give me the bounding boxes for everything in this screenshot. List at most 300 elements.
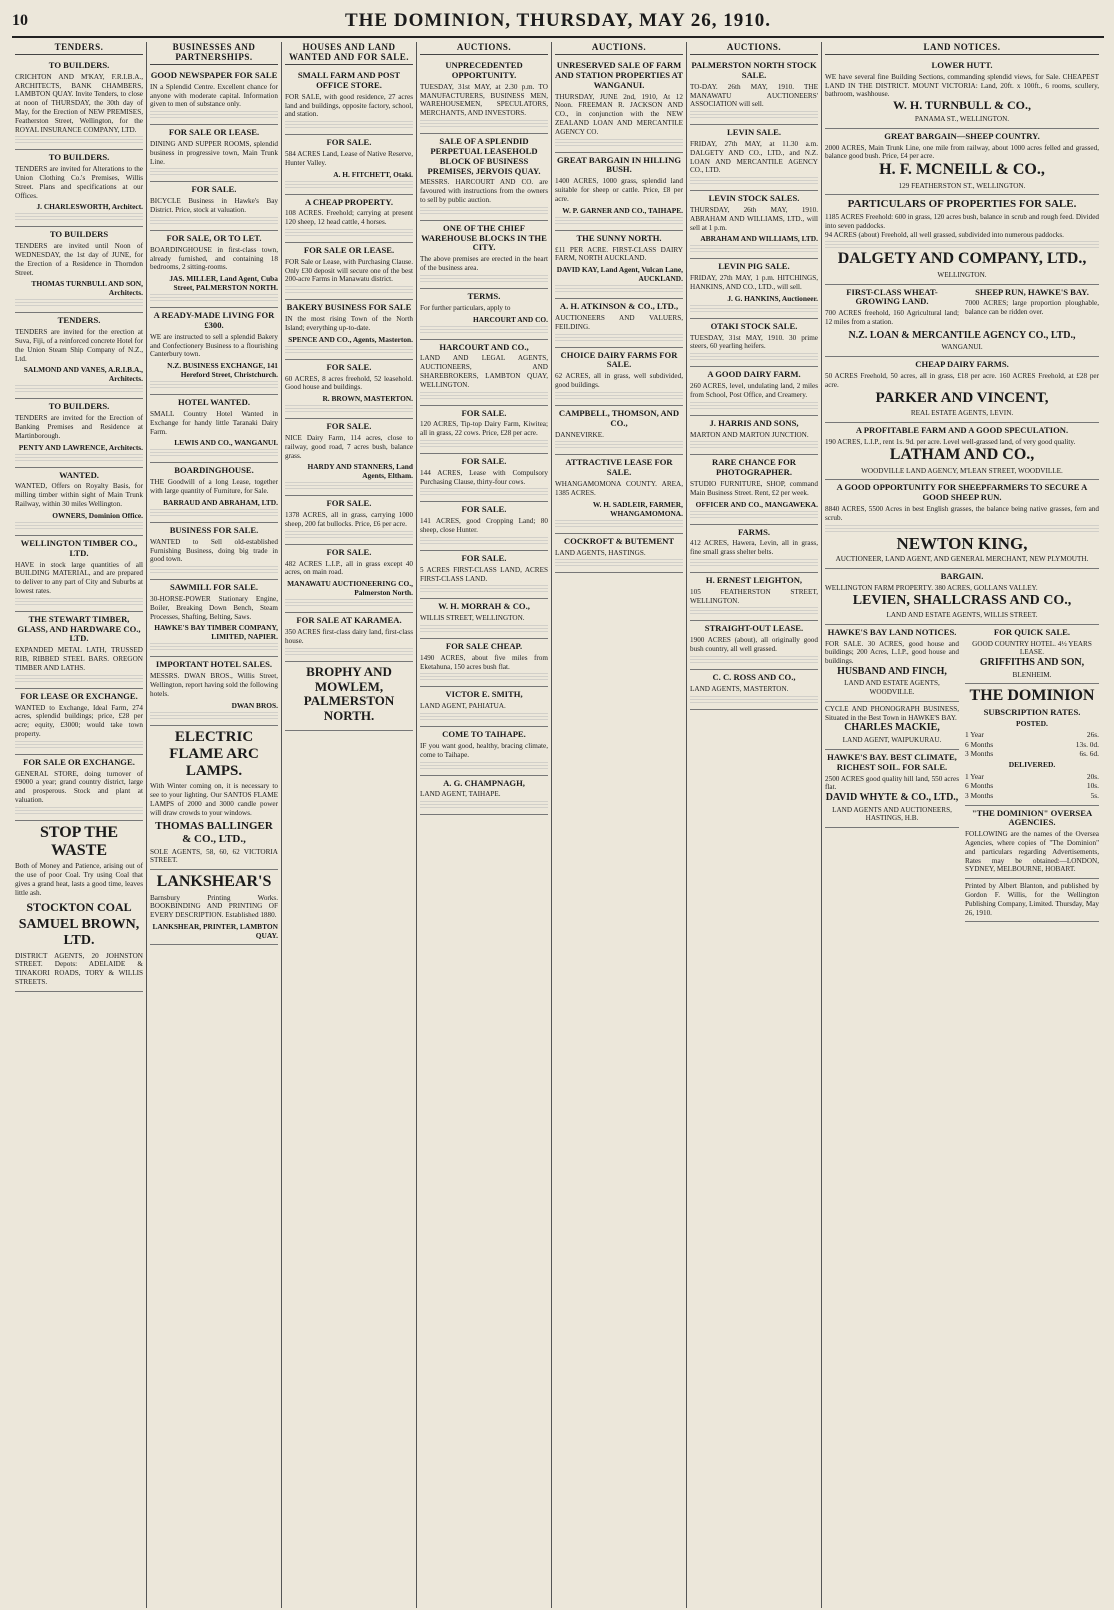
ad-heading: FOR SALE.	[326, 361, 372, 372]
text-filler	[825, 525, 1099, 532]
rate-price: 26s.	[1086, 730, 1099, 740]
rate-price: 10s.	[1086, 781, 1099, 791]
ad-heading: GOOD NEWSPAPER FOR SALE	[150, 70, 278, 80]
ad-heading: BARGAIN.	[940, 571, 984, 582]
text-filler	[690, 656, 818, 663]
classified-ad	[420, 289, 548, 340]
text-filler	[420, 488, 548, 495]
ad-text: 8840 ACRES, 5500 Acres in best English grasses, the balance being native grasses, fern and scrub.	[825, 505, 1099, 522]
ad-text: 190 ACRES, L.I.P., rent 1s. 9d. per acre. Level well-grassed land, of very good quality.	[825, 437, 1076, 446]
text-filler	[285, 405, 413, 412]
classified-ad	[555, 406, 683, 456]
ad-signature: JAS. MILLER, Land Agent, Cuba Street, PALMERSTON NORTH.	[169, 274, 278, 293]
ad-heading: STRAIGHT-OUT LEASE.	[704, 623, 804, 634]
text-filler	[150, 566, 278, 573]
ad-signature: HARDY AND STANNERS, Land Agents, Eltham.	[307, 462, 413, 481]
text-filler	[690, 559, 818, 566]
rate-row	[965, 781, 1099, 791]
ad-heading: ONE OF THE CHIEF WAREHOUSE BLOCKS IN THE CITY.	[421, 222, 547, 253]
text-filler	[690, 305, 818, 312]
text-filler	[15, 598, 143, 605]
ad-firm: LEVIEN, SHALLCRASS AND CO.,	[852, 592, 1072, 608]
text-filler	[420, 673, 548, 680]
text-filler	[150, 381, 278, 388]
text-filler	[150, 294, 278, 301]
lankshear-ad	[150, 870, 278, 945]
classified-ad	[690, 525, 818, 573]
ad-heading: THE STEWART TIMBER, GLASS, AND HARDWARE CO., LTD.	[17, 613, 141, 644]
ad-firm: W. H. TURNBULL & CO.,	[892, 98, 1032, 113]
classified-ad	[690, 191, 818, 259]
classified-ad	[690, 319, 818, 367]
ad-heading: TO BUILDERS	[49, 229, 109, 240]
ad-heading: SMALL FARM AND POST OFFICE STORE.	[297, 70, 401, 90]
ad-signature: HAWKE'S BAY TIMBER COMPANY, LIMITED, NAPIER.	[154, 623, 278, 642]
ad-firm: CHARLES MACKIE,	[844, 722, 940, 734]
column-houses-land	[282, 42, 417, 1608]
ad-heading: THE SUNNY NORTH.	[576, 232, 662, 243]
text-filler	[150, 217, 278, 224]
text-filler	[420, 537, 548, 544]
ad-list	[420, 58, 548, 815]
ad-text: 5 ACRES FIRST-CLASS LAND, ACRES FIRST-CLASS LAND.	[420, 565, 548, 583]
classified-ad	[555, 58, 683, 153]
text-filler	[555, 520, 683, 527]
classified-ad	[15, 58, 143, 150]
ad-heading: FIRST-CLASS WHEAT-GROWING LAND.	[846, 286, 938, 307]
ad-list	[690, 58, 818, 710]
rate-period: 1 Year	[965, 730, 984, 740]
ad-signature: LEWIS AND CO., WANGANUI.	[174, 438, 278, 448]
ad-heading: WANTED.	[59, 469, 99, 480]
text-filler	[285, 286, 413, 293]
rate-period: 6 Months	[965, 781, 994, 791]
rates-delivered	[965, 772, 1099, 801]
classified-ad	[150, 523, 278, 580]
classified-ad	[420, 221, 548, 289]
text-filler	[420, 207, 548, 214]
ad-address: LAND AGENTS AND AUCTIONEERS, HASTINGS, H.B.	[832, 805, 952, 823]
ad-text: EXPANDED METAL LATH, TRUSSED RIB, RIBBED STEEL BARS. OREGON TIMBER AND LATHS.	[15, 646, 143, 672]
ad-text: GOOD COUNTRY HOTEL. 4½ YEARS LEASE.	[972, 639, 1092, 657]
ad-text: 120 ACRES, Tip-top Dairy Farm, Kiwitea; all in grass, 22 cows. Price, £28 per acre.	[420, 420, 548, 438]
ad-list	[285, 68, 413, 662]
ad-heading: A GOOD OPPORTUNITY FOR SHEEPFARMERS TO SECURE A GOOD SHEEP RUN.	[836, 482, 1088, 503]
text-filler	[690, 177, 818, 184]
text-filler	[555, 559, 683, 566]
text-filler	[555, 285, 683, 292]
classified-ad	[420, 727, 548, 775]
ad-heading: LEVIN STOCK SALES.	[708, 193, 800, 204]
classified-ad	[690, 125, 818, 191]
ad-heading: A READY-MADE LIVING FOR £300.	[153, 310, 275, 330]
ad-text: CRICHTON AND M'KAY, F.R.I.B.A., ARCHITECTS, BANK CHAMBERS, LAMBTON QUAY. Invite Tenders, to close at noon of THURSDAY, the 30th day of May, for the Erection of NEW PREMISES, Featherston Street, Wellington, for the ROYAL INSURANCE COMPANY, LTD.	[15, 72, 143, 134]
ad-heading: TO BUILDERS.	[48, 60, 110, 70]
classified-ad	[555, 153, 683, 231]
ad-text: TENDERS are invited for Alterations to the Union Clothing Co.'s Premises, Willis Street. Plans and specifications at our Offices.	[15, 165, 143, 200]
ad-signature: A. H. FITCHETT, Otaki.	[333, 169, 413, 179]
classified-ad	[285, 68, 413, 135]
ad-text: WE are instructed to sell a splendid Bakery and Confectionery Business to a flourishing Canterbury town.	[150, 332, 278, 359]
text-filler	[285, 229, 413, 236]
text-filler	[15, 454, 143, 461]
ad-firm: PARKER AND VINCENT,	[875, 389, 1049, 406]
ad-heading: FOR SALE.	[461, 407, 507, 418]
rates-label: DELIVERED.	[1008, 760, 1056, 770]
text-filler	[690, 441, 818, 448]
classified-ad	[555, 455, 683, 533]
ad-heading: COCKROFT & BUTEMENT	[563, 535, 675, 546]
ad-signature: DWAN BROS.	[231, 700, 278, 710]
ad-heading: LEVIN SALE.	[727, 127, 781, 138]
ad-firm: HUSBAND AND FINCH,	[837, 665, 947, 677]
classified-ad	[150, 308, 278, 395]
ad-heading: BOARDINGHOUSE.	[174, 465, 254, 476]
ad-list	[555, 58, 683, 573]
classified-ad	[285, 496, 413, 544]
text-filler	[285, 648, 413, 655]
text-filler	[555, 334, 683, 341]
classified-ad	[15, 150, 143, 227]
ad-heading: BUSINESS FOR SALE.	[169, 524, 259, 535]
ad-text: FOLLOWING are the names of the Oversea Agencies, where copies of "The Dominion" and particulars regarding Advertisements, Rates may be obtained:—LONDON, SYDNEY, MELBOURNE, HOBART.	[965, 830, 1099, 874]
classified-ad	[690, 455, 818, 524]
ad-heading: HARCOURT AND CO.,	[439, 341, 529, 352]
classified-ad	[15, 755, 143, 821]
ad-signature: BARRAUD AND ABRAHAM, LTD.	[163, 497, 278, 507]
ad-text: WE have several fine Building Sections, commanding splendid views, for Sale. CHEAPEST LAND IN THE DISTRICT. MOUNT VICTORIA: Land, 20ft. x 100ft., 6 rooms, scullery, bathroom, washhouse.	[825, 72, 1099, 99]
classified-ad	[150, 125, 278, 182]
ad-text: LAND AND LEGAL AGENTS, AUCTIONEERS, AND SHAREBROKERS, LAMBTON QUAY, WELLINGTON.	[420, 354, 548, 389]
ad-heading: FOR SALE.	[326, 137, 372, 148]
text-filler	[285, 531, 413, 538]
ad-text: FOR SALE, with good residence, 27 acres land and buildings, opposite factory, school, and station.	[285, 92, 413, 119]
column-heading: LAND NOTICES.	[825, 42, 1099, 55]
ad-address: 129 FEATHERSTON ST., WELLINGTON.	[898, 181, 1026, 190]
ad-address: WOODVILLE LAND AGENCY, M'LEAN STREET, WOODVILLE.	[861, 466, 1063, 475]
rate-period: 3 Months	[965, 749, 994, 759]
ad-heading: BROPHY AND MOWLEM, PALMERSTON NORTH.	[303, 663, 395, 724]
column-auctions-2	[552, 42, 687, 1608]
ad-heading: HAWKE'S BAY LAND NOTICES.	[827, 626, 957, 637]
text-filler	[285, 121, 413, 128]
ad-heading: ATTRACTIVE LEASE FOR SALE.	[565, 457, 673, 478]
classified-ad	[285, 545, 413, 613]
ad-text: Printed by Albert Blanton, and published by Gordon F. Willis, for the Wellington Publishing Company, Limited. Thursday, May 26, 1910.	[965, 882, 1099, 917]
ad-heading: COME TO TAIHAPE.	[442, 729, 526, 740]
classified-ad	[285, 195, 413, 243]
page-title: THE DOMINION, THURSDAY, MAY 26, 1910.	[344, 10, 772, 31]
classified-ad	[150, 182, 278, 230]
text-filler	[690, 607, 818, 614]
text-filler	[15, 385, 143, 392]
text-filler	[15, 675, 143, 682]
ad-subheading: SUBSCRIPTION RATES.	[983, 706, 1081, 717]
text-filler	[420, 585, 548, 592]
ad-text: 62 ACRES, all in grass, well subdivided, good buildings.	[555, 372, 683, 390]
arc-lamps-ad	[150, 726, 278, 871]
page-number: 10	[12, 12, 28, 29]
rate-period: 6 Months	[965, 739, 994, 749]
ad-heading: H. ERNEST LEIGHTON,	[705, 575, 803, 586]
classified-ad	[690, 259, 818, 318]
ad-heading: FOR SALE CHEAP.	[445, 640, 523, 651]
classified-ad	[15, 536, 143, 612]
classified-ad	[420, 134, 548, 221]
sheep-country-ad	[825, 129, 1099, 196]
classified-ad	[555, 231, 683, 299]
text-filler	[420, 326, 548, 333]
text-filler	[555, 217, 683, 224]
ad-address: DISTRICT AGENTS, 20 JOHNSTON STREET. Depots: ADELAIDE & TINAKORI ROADS, TORY & WILLIS STREETS.	[15, 951, 143, 986]
classified-ad	[150, 395, 278, 463]
ad-text: 482 ACRES L.I.P., all in grass except 40 acres, on main road.	[285, 559, 413, 577]
hawkes-bay-2-ad	[825, 750, 959, 828]
ad-heading: BAKERY BUSINESS FOR SALE	[286, 302, 412, 313]
ad-firm: SAMUEL BROWN, LTD.	[18, 917, 140, 949]
bargain-ad	[825, 569, 1099, 625]
text-filler	[285, 599, 413, 606]
ad-text: BOARDINGHOUSE in first-class town, already furnished, and containing 18 bedrooms, 2 sitting-rooms.	[150, 245, 278, 272]
ad-text: For further particulars, apply to	[420, 303, 511, 312]
ad-signature: DAVID KAY, Land Agent, Vulcan Lane, AUCKLAND.	[556, 265, 683, 284]
quick-sale-ad	[965, 625, 1099, 685]
ad-text: FRIDAY, 27th MAY, at 11.30 a.m. DALGETY AND CO., LTD., and N.Z. LOAN AND MERCANTILE AGENCY CO., LTD.	[690, 139, 818, 175]
ad-heading: SALE OF A SPLENDID PERPETUAL LEASEHOLD BLOCK OF BUSINESS PREMISES, JERVOIS QUAY.	[427, 135, 541, 176]
ad-text: 141 ACRES, good Cropping Land; 80 sheep, close Hunter.	[420, 517, 548, 535]
text-filler	[555, 139, 683, 146]
rate-row	[965, 749, 1099, 759]
ad-heading: FOR SALE.	[326, 421, 372, 432]
rate-row	[965, 791, 1099, 801]
ad-heading: CHEAP DAIRY FARMS.	[915, 359, 1009, 370]
ad-text: LAND AGENT, TAIHAPE.	[420, 790, 501, 799]
ad-heading: SAWMILL FOR SALE.	[169, 582, 259, 593]
ad-signature: W. H. SADLEIR, FARMER, WHANGAMOMONA.	[592, 499, 683, 518]
ad-firm: H. F. MCNEILL & CO.,	[879, 161, 1045, 179]
rate-row	[965, 772, 1099, 782]
ad-text: STUDIO FURNITURE, SHOP, command Main Business Street. Rent, £2 per week.	[690, 480, 818, 497]
ad-heading: FOR SALE.	[326, 546, 372, 557]
ad-text: 1185 ACRES Freehold: 600 in grass, 120 acres bush, balance in scrub and rough feed. Divided into seven paddocks.	[825, 213, 1099, 230]
text-filler	[420, 120, 548, 127]
text-filler	[555, 441, 683, 448]
classified-ad	[420, 406, 548, 454]
ad-signature: MANAWATU AUCTIONEERING CO., Palmerston North.	[287, 579, 413, 598]
ad-heading: LOWER HUTT.	[931, 60, 993, 70]
classified-ad	[15, 612, 143, 689]
ad-heading: VICTOR E. SMITH,	[445, 689, 523, 700]
classified-ad	[150, 657, 278, 725]
ad-signature: W. P. GARNER AND CO., TAIHAPE.	[562, 205, 683, 215]
ad-text: 412 ACRES, Hawera, Levin, all in grass, fine small grass shelter belts.	[690, 539, 818, 557]
ad-text: TENDERS are invited for the Erection of Banking Premises and Residence at Martinborough.	[15, 414, 143, 440]
subscription-box	[965, 684, 1099, 805]
ad-heading: A. G. CHAMPNAGH,	[443, 777, 525, 788]
ad-heading: A. H. ATKINSON & CO., LTD.,	[559, 301, 679, 312]
ad-text: TUESDAY, 31st MAY, at 2.30 p.m. TO MANUFACTURERS, BUSINESS MEN, WAREHOUSEMEN, SPECULATORS, MERCHANTS, AND INVESTORS.	[420, 82, 548, 118]
ad-text: 260 ACRES, level, undulating land, 2 miles from School, Post Office, and Creamery.	[690, 382, 818, 399]
text-filler	[150, 111, 278, 118]
ad-heading: FOR SALE.	[461, 456, 507, 466]
ad-signature: LANKSHEAR, PRINTER, LAMBTON QUAY.	[152, 921, 278, 940]
ad-text: TENDERS are invited until Noon of WEDNESDAY, the 1st day of JUNE, for the Erection of a Residence in Thorndon Street.	[15, 242, 143, 277]
classified-ad	[150, 580, 278, 657]
text-filler	[15, 213, 143, 220]
ad-text: WHANGAMOMONA COUNTY. AREA, 1385 ACRES.	[555, 480, 683, 497]
classified-ad	[690, 58, 818, 125]
rates-label: POSTED.	[1016, 718, 1048, 728]
ad-heading: UNPRECEDENTED OPPORTUNITY.	[445, 60, 523, 80]
ad-text: WANTED to Exchange, Ideal Farm, 274 acres, splendid buildings; price, £28 per acre; equity, £3000; would take town property.	[15, 703, 143, 738]
ad-heading: OTAKI STOCK SALE.	[710, 320, 798, 331]
ad-text: WANTED, Offers on Royalty Basis, for milling timber within sight of Main Trunk Railway, within 30 miles Wellington.	[15, 482, 143, 508]
ad-text: 105 FEATHERSTON STREET, WELLINGTON.	[690, 587, 818, 605]
text-filler	[690, 511, 818, 518]
ad-text: HAVE in stock large quantities of all BUILDING MATERIAL, and are prepared to deliver to any part of City and Suburbs at lowest rates.	[15, 560, 143, 595]
ad-address: WANGANUI.	[941, 343, 983, 352]
ad-text: 2500 ACRES good quality hill land, 550 acres flat.	[825, 774, 959, 792]
classified-ad	[420, 454, 548, 502]
ad-heading: FOR SALE OR LEASE.	[303, 244, 395, 255]
ad-text: IF you want good, healthy, bracing climate, come to Taihape.	[420, 741, 548, 759]
ad-text: WILLIS STREET, WELLINGTON.	[420, 614, 525, 623]
ad-text: NICE Dairy Farm, 114 acres, close to railway, good road, 7 acres bush, balance grass.	[285, 433, 413, 460]
ad-heading: FOR SALE OR LEASE.	[168, 127, 260, 138]
ad-address: LAND AND ESTATE AGENTS, WOODVILLE.	[844, 679, 940, 697]
ad-address: AUCTIONEER, LAND AGENT, AND GENERAL MERCHANT, NEW PLYMOUTH.	[835, 555, 1089, 564]
text-filler	[420, 392, 548, 399]
ad-heading: CHOICE DAIRY FARMS FOR SALE.	[560, 349, 678, 370]
ad-heading: WELLINGTON TIMBER CO., LTD.	[20, 537, 138, 558]
ad-heading: IMPORTANT HOTEL SALES.	[155, 659, 273, 670]
column-heading: AUCTIONS.	[555, 42, 683, 55]
rate-price: 20s.	[1086, 771, 1099, 781]
columns	[12, 42, 1104, 1608]
text-filler	[150, 168, 278, 175]
ad-address: WELLINGTON.	[937, 270, 987, 279]
text-filler	[420, 625, 548, 632]
ad-heading: GREAT BARGAIN IN HILLING BUSH.	[556, 154, 682, 175]
classified-ad	[690, 367, 818, 415]
ad-text: 50 ACRES Freehold, 50 acres, all in grass, £18 per acre. 160 ACRES Freehold, at £28 per acre.	[825, 372, 1099, 389]
ad-text: 2000 ACRES, Main Trunk Line, one mile from railway, about 1000 acres felled and grassed, balance good bush. Price, £4 per acre.	[825, 143, 1099, 161]
classified-ad	[420, 599, 548, 639]
classified-ad	[555, 348, 683, 406]
classified-ad	[285, 613, 413, 661]
ad-address: LAND AGENT, WAIPUKURAU.	[842, 735, 942, 744]
column-heading: AUCTIONS.	[690, 42, 818, 55]
ad-heading: RARE CHANCE FOR PHOTOGRAPHER.	[711, 457, 797, 478]
ad-text: 700 ACRES freehold, 160 Agricultural land; 12 miles from a station.	[825, 309, 959, 327]
classified-ad	[690, 573, 818, 621]
ad-text: LAND AGENT, PAHIATUA.	[420, 702, 506, 711]
rate-row	[965, 730, 1099, 740]
classified-ad	[15, 468, 143, 536]
classified-ad	[285, 243, 413, 300]
sheep-run-ad	[825, 480, 1099, 569]
wheat-sheep-ad	[825, 285, 1099, 358]
text-filler	[285, 181, 413, 188]
ad-firm: THOMAS BALLINGER & CO., LTD.,	[155, 820, 273, 846]
classified-ad	[420, 502, 548, 550]
ad-firm: DALGETY AND COMPANY, LTD.,	[837, 250, 1087, 268]
ad-text: AUCTIONEERS AND VALUERS, FEILDING.	[555, 313, 683, 331]
ad-signature: HARCOURT AND CO.	[473, 314, 548, 324]
text-filler	[15, 741, 143, 748]
ad-text: The above premises are erected in the heart of the business area.	[420, 255, 548, 273]
ad-signature: OWNERS, Dominion Office.	[52, 510, 143, 520]
ad-heading: CAMPBELL, THOMSON, AND CO.,	[558, 407, 680, 428]
ad-address: REAL ESTATE AGENTS, LEVIN.	[910, 408, 1014, 417]
ad-text: TO-DAY. 26th MAY, 1910. THE MANAWATU AUCTIONEERS' ASSOCIATION will sell.	[690, 82, 818, 109]
ad-heading: HOTEL WANTED.	[178, 397, 250, 408]
text-filler	[420, 713, 548, 720]
text-filler	[825, 241, 1099, 248]
cycle-ad	[825, 702, 959, 750]
ad-signature: PENTY AND LAWRENCE, Architects.	[18, 442, 143, 452]
ad-text: GENERAL STORE, doing turnover of £9000 a year; grand country district, large and prosperous. Stock and plant at valuation.	[15, 769, 143, 804]
classified-ad	[420, 58, 548, 134]
classified-ad	[15, 689, 143, 755]
ad-heading: FOR SALE OR EXCHANGE.	[23, 756, 135, 767]
column-heading: TENDERS.	[15, 42, 143, 55]
ad-heading: A PROFITABLE FARM AND A GOOD SPECULATION.	[855, 424, 1069, 435]
classified-ad	[555, 534, 683, 574]
ad-heading: J. HARRIS AND SONS,	[709, 417, 799, 428]
cheap-dairy-ad	[825, 357, 1099, 422]
classified-ad	[285, 360, 413, 419]
ad-text: 1490 ACRES, about five miles from Eketahuna, 150 acres bush flat.	[420, 653, 548, 671]
ad-text: 144 ACRES, Lease with Compulsory Purchasing Clause, thirty-four cows.	[420, 468, 548, 486]
ad-text: Both of Money and Patience, arising out of the use of poor Coal. Try using Coal that gives a grand heat, lasts a good time, leaves little ash.	[15, 862, 143, 897]
ad-heading: FOR SALE AT KARAMEA.	[296, 615, 402, 626]
ad-heading: "THE DOMINION" OVERSEA AGENCIES.	[971, 807, 1093, 828]
ad-text: 60 ACRES, 8 acres freehold, 52 leasehold. Good house and buildings.	[285, 374, 413, 392]
ad-heading: FOR SALE.	[461, 552, 507, 563]
text-filler	[285, 482, 413, 489]
ad-signature: J. G. HANKINS, Auctioneer.	[727, 293, 818, 303]
ad-heading: SHEEP RUN, HAWKE'S BAY.	[975, 286, 1089, 297]
text-filler	[420, 440, 548, 447]
text-filler	[150, 449, 278, 456]
ad-text: WELLINGTON FARM PROPERTY. 380 ACRES, GOLLANS VALLEY.	[825, 583, 1038, 592]
ad-signature: J. CHARLESWORTH, Architect.	[36, 202, 143, 212]
ad-address: SOLE AGENTS, 58, 60, 62 VICTORIA STREET.	[150, 847, 278, 865]
hawkes-bay-ad	[825, 625, 959, 702]
ad-text: 108 ACRES. Freehold; carrying at present 120 sheep, 12 head cattle, 4 horses.	[285, 209, 413, 227]
classified-ad	[285, 300, 413, 359]
ad-heading: ELECTRIC FLAME ARC LAMPS.	[169, 728, 259, 779]
ad-text: LAND AGENTS, HASTINGS.	[555, 548, 646, 557]
ad-heading: TENDERS.	[57, 315, 101, 326]
ad-heading: LEVIN PIG SALE.	[718, 261, 790, 272]
ad-heading: UNRESERVED SALE OF FARM AND STATION PROPERTIES AT WANGANUI.	[555, 60, 683, 90]
text-filler	[690, 402, 818, 409]
ad-text: WANTED to Sell old-established Furnishing Business, doing big trade in good town.	[150, 537, 278, 564]
ad-signature: R. BROWN, MASTERTON.	[322, 394, 413, 404]
text-filler	[690, 111, 818, 118]
particulars-ad	[825, 195, 1099, 284]
text-filler	[420, 801, 548, 808]
classified-ad	[690, 670, 818, 710]
ad-heading: A CHEAP PROPERTY.	[305, 196, 393, 207]
ad-address: BLENHEIM.	[1012, 670, 1052, 679]
ad-text: 1378 ACRES, all in grass, carrying 1000 sheep, 200 fat bullocks. Price, £6 per acre.	[285, 511, 413, 528]
column-heading: BUSINESSES AND PARTNERSHIPS.	[150, 42, 278, 65]
column-heading: AUCTIONS.	[420, 42, 548, 55]
ad-text: TENDERS are invited for the erection at Suva, Fiji, of a reinforced concrete Hotel for the Union Steam Ship Company of N.Z., Ltd.	[15, 328, 143, 363]
